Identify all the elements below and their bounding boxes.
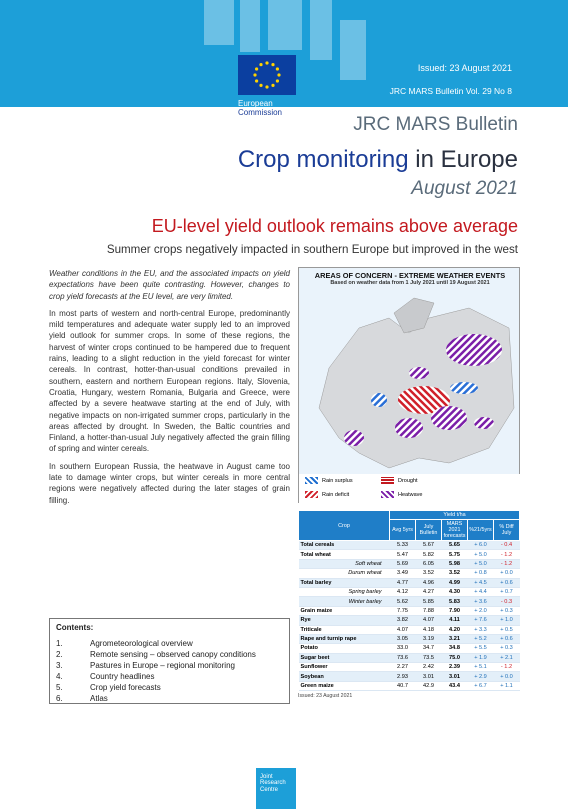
cell-crop: Sugar beet	[299, 653, 390, 662]
cell-crop: Rye	[299, 616, 390, 625]
cell-mars: 3.01	[442, 672, 468, 681]
map-title: AREAS OF CONCERN - EXTREME WEATHER EVENTS	[314, 271, 506, 280]
cell-avg: 3.05	[390, 634, 416, 643]
map-subtitle: Based on weather data from 1 July 2021 until 19 August 2021	[330, 280, 490, 286]
legend-swatch	[305, 491, 318, 498]
col-header-avg: Avg 5yrs	[390, 520, 416, 541]
cell-crop: Winter barley	[299, 597, 390, 606]
cell-avg: 3.49	[390, 569, 416, 578]
main-title	[238, 146, 518, 174]
cell-avg: 5.62	[390, 597, 416, 606]
cell-diffjuly: + 0.3	[494, 606, 520, 615]
cell-avg: 5.33	[390, 541, 416, 550]
contents-item[interactable]	[56, 693, 283, 704]
contents-item[interactable]	[56, 671, 283, 682]
cell-avg: 4.12	[390, 587, 416, 596]
cell-mars: 5.83	[442, 597, 468, 606]
building-graphic	[310, 0, 332, 60]
cell-diff5: + 0.8	[468, 569, 494, 578]
cell-diffjuly: + 0.5	[494, 625, 520, 634]
contents-item[interactable]	[56, 682, 283, 693]
yield-forecast-table	[298, 510, 520, 691]
legend-swatch	[381, 477, 394, 484]
cell-diffjuly: + 1.1	[494, 681, 520, 690]
legend-label: Rain surplus	[322, 477, 353, 484]
subheadline: Summer crops negatively impacted in southern Europe but improved in the west	[106, 243, 518, 256]
cell-avg: 4.07	[390, 625, 416, 634]
org-line-1: European	[238, 99, 273, 107]
contents-box	[49, 618, 290, 704]
cell-diff5: + 2.0	[468, 606, 494, 615]
building-graphic	[204, 0, 234, 45]
table-issued-note: Issued: 23 August 2021	[298, 693, 353, 700]
table-row	[299, 653, 520, 662]
jrc-line-3: Centre	[260, 786, 279, 793]
building-graphic	[240, 0, 260, 52]
cell-avg: 3.82	[390, 616, 416, 625]
contents-title: Contents:	[56, 623, 94, 632]
cell-diff5: + 4.4	[468, 587, 494, 596]
contents-item-number: 5.	[56, 683, 63, 692]
cell-diff5: + 2.9	[468, 672, 494, 681]
cell-mars: 4.99	[442, 578, 468, 587]
main-title-dark: in Europe	[408, 146, 518, 173]
contents-item-label: Pastures in Europe – regional monitoring	[90, 661, 235, 670]
legend-item	[381, 477, 418, 484]
contents-item-number: 4.	[56, 672, 63, 681]
cell-avg: 2.27	[390, 663, 416, 672]
yield-table-container	[298, 510, 520, 699]
body-text	[49, 268, 290, 512]
areas-of-concern-map	[298, 267, 520, 503]
cell-july: 2.42	[416, 663, 442, 672]
bulletin-reference: JRC MARS Bulletin Vol. 29 No 8	[389, 86, 512, 96]
cell-diffjuly: - 1.2	[494, 559, 520, 568]
cell-crop: Triticale	[299, 625, 390, 634]
cell-crop: Total wheat	[299, 550, 390, 559]
cell-diffjuly: - 0.3	[494, 597, 520, 606]
issue-month: August 2021	[411, 178, 518, 199]
col-header-crop: Crop	[299, 511, 390, 541]
cell-diff5: + 7.6	[468, 616, 494, 625]
heatwave-area	[474, 417, 494, 429]
cell-mars: 4.11	[442, 616, 468, 625]
heatwave-area	[409, 367, 429, 379]
cell-crop: Total barley	[299, 578, 390, 587]
contents-item-label: Crop yield forecasts	[90, 683, 161, 692]
cell-july: 73.5	[416, 653, 442, 662]
cell-july: 42.9	[416, 681, 442, 690]
contents-item-label: Remote sensing – observed canopy conditions	[90, 650, 256, 659]
contents-item-number: 2.	[56, 650, 63, 659]
cell-diff5: + 4.5	[468, 578, 494, 587]
cell-diffjuly: + 0.0	[494, 672, 520, 681]
europe-map-graphic	[299, 288, 521, 478]
issue-date: Issued: 23 August 2021	[417, 63, 512, 73]
rain-surplus-area	[450, 382, 478, 394]
header-banner	[0, 0, 568, 107]
jrc-line-1: Joint	[260, 774, 273, 780]
col-header-july: July Bulletin	[416, 520, 442, 541]
contents-item-number: 1.	[56, 639, 63, 648]
cell-mars: 7.90	[442, 606, 468, 615]
org-line-2: Commission	[238, 108, 283, 117]
cell-mars: 4.20	[442, 625, 468, 634]
cell-avg: 2.93	[390, 672, 416, 681]
cell-july: 3.01	[416, 672, 442, 681]
legend-label: Rain deficit	[322, 491, 350, 498]
contents-item-label: Agrometeorological overview	[90, 639, 193, 648]
cell-mars: 2.39	[442, 663, 468, 672]
cell-july: 3.52	[416, 569, 442, 578]
contents-item[interactable]	[56, 638, 283, 649]
table-row	[299, 597, 520, 606]
cell-july: 3.19	[416, 634, 442, 643]
cell-mars: 75.0	[442, 653, 468, 662]
table-row	[299, 625, 520, 634]
cell-mars: 5.98	[442, 559, 468, 568]
organisation-label	[238, 99, 273, 107]
map-legend	[299, 474, 521, 504]
legend-item	[305, 477, 353, 484]
cell-diffjuly: + 0.6	[494, 634, 520, 643]
cell-diffjuly: + 1.0	[494, 616, 520, 625]
cell-avg: 7.75	[390, 606, 416, 615]
cell-crop: Sunflower	[299, 663, 390, 672]
table-row	[299, 541, 520, 550]
cell-mars: 43.4	[442, 681, 468, 690]
yield-table-body	[299, 541, 520, 691]
table-row	[299, 587, 520, 596]
cell-crop: Grain maize	[299, 606, 390, 615]
cell-crop: Total cereals	[299, 541, 390, 550]
cell-crop: Soybean	[299, 672, 390, 681]
cell-mars: 5.75	[442, 550, 468, 559]
cell-crop: Soft wheat	[299, 559, 390, 568]
cell-diff5: + 3.3	[468, 625, 494, 634]
cell-july: 34.7	[416, 644, 442, 653]
heatwave-area	[446, 334, 502, 366]
cell-diffjuly: + 0.6	[494, 578, 520, 587]
cell-diffjuly: - 1.2	[494, 550, 520, 559]
col-header-diff5: %21/5yrs	[468, 520, 494, 541]
table-row	[299, 550, 520, 559]
cell-mars: 4.30	[442, 587, 468, 596]
cell-mars: 3.21	[442, 634, 468, 643]
table-row	[299, 606, 520, 615]
units-header: Yield t/ha	[390, 511, 520, 520]
building-graphic	[268, 0, 302, 50]
building-graphic	[340, 20, 366, 80]
cell-july: 6.05	[416, 559, 442, 568]
rain-surplus-area	[371, 393, 387, 407]
jrc-logo	[256, 768, 296, 809]
cell-crop: Green maize	[299, 681, 390, 690]
cell-crop: Potato	[299, 644, 390, 653]
col-header-mars: MARS 2021 forecasts	[442, 520, 468, 541]
cell-july: 5.82	[416, 550, 442, 559]
cell-avg: 33.0	[390, 644, 416, 653]
cell-diff5: + 5.0	[468, 559, 494, 568]
cell-july: 4.18	[416, 625, 442, 634]
contents-item[interactable]	[56, 649, 283, 660]
table-row	[299, 559, 520, 568]
jrc-line-2: Research	[260, 780, 286, 787]
cell-diff5: + 6.7	[468, 681, 494, 690]
body-paragraph-2: In southern European Russia, the heatwave in August came too late to damage winter crops, but winter cereals in more central regions were negatively affected during the later stages of grain filling.	[49, 461, 290, 505]
cell-july: 4.07	[416, 616, 442, 625]
cell-mars: 34.8	[442, 644, 468, 653]
cell-avg: 5.47	[390, 550, 416, 559]
cell-mars: 3.52	[442, 569, 468, 578]
cell-diffjuly: + 2.1	[494, 653, 520, 662]
contents-item-label: Country headlines	[90, 672, 155, 681]
table-row	[299, 578, 520, 587]
cell-july: 4.27	[416, 587, 442, 596]
cell-diff5: + 3.6	[468, 597, 494, 606]
cell-diffjuly: - 0.4	[494, 541, 520, 550]
legend-item	[305, 491, 349, 498]
contents-item-number: 6.	[56, 694, 63, 703]
cell-avg: 5.69	[390, 559, 416, 568]
eu-flag-logo	[238, 55, 296, 95]
cell-diff5: + 5.0	[468, 550, 494, 559]
legend-swatch	[381, 491, 394, 498]
cell-avg: 40.7	[390, 681, 416, 690]
table-row	[299, 644, 520, 653]
cell-diffjuly: + 0.3	[494, 644, 520, 653]
col-header-diffjuly: % Diff July	[494, 520, 520, 541]
cell-diff5: + 6.0	[468, 541, 494, 550]
intro-paragraph: Weather conditions in the EU, and the associated impacts on yield expectations have been quite contrasting. However, changes to crop yield forecasts at the EU level, are very limited.	[49, 269, 290, 301]
table-row	[299, 616, 520, 625]
cell-diff5: + 5.1	[468, 663, 494, 672]
cell-july: 5.85	[416, 597, 442, 606]
cell-crop: Durum wheat	[299, 569, 390, 578]
contents-item-label: Atlas	[90, 694, 108, 703]
table-row	[299, 672, 520, 681]
legend-swatch	[305, 477, 318, 484]
cell-diffjuly: - 1.2	[494, 663, 520, 672]
cell-july: 4.96	[416, 578, 442, 587]
cell-crop: Spring barley	[299, 587, 390, 596]
table-row	[299, 634, 520, 643]
cell-crop: Rape and turnip rape	[299, 634, 390, 643]
body-paragraph-1: In most parts of western and north-central Europe, predominantly mild temperatures and adequate water supply led to an improved yield outlook for summer crops. In some of these regions, the harvest of winter crops continued to be hampered due to frequent rains, leading to a slight reduction in the yield forecast for winter cereals. In contrast, hotter-than-usual conditions prevailed in southern, eastern and northern European regions. Italy, Slovenia, Croatia, Hungary, western Romania, Bulgaria and Greece, were affected by a severe heatwave starting at the end of July, with negative impacts on non-irrigated summer crops, particularly in the areas affected by drought. In Sweden, the Baltic countries and Finland, a hotter-than-usual July negatively affected the grain filling of spring and winter cereals.	[49, 308, 290, 454]
headline: EU-level yield outlook remains above average	[151, 216, 518, 236]
cell-mars: 5.65	[442, 541, 468, 550]
table-row	[299, 681, 520, 690]
cell-july: 5.67	[416, 541, 442, 550]
cell-diffjuly: + 0.0	[494, 569, 520, 578]
bulletin-title: JRC MARS Bulletin	[353, 114, 518, 135]
contents-item-number: 3.	[56, 661, 63, 670]
contents-item[interactable]	[56, 660, 283, 671]
legend-label: Heatwave	[398, 491, 423, 498]
legend-item	[381, 491, 422, 498]
table-row	[299, 663, 520, 672]
heatwave-area	[395, 418, 423, 438]
cell-diffjuly: + 0.7	[494, 587, 520, 596]
legend-label: Drought	[398, 477, 418, 484]
cell-july: 7.88	[416, 606, 442, 615]
heatwave-area	[431, 406, 467, 430]
table-row	[299, 569, 520, 578]
cell-avg: 4.77	[390, 578, 416, 587]
main-title-blue: Crop monitoring	[237, 146, 409, 173]
cell-diff5: + 5.2	[468, 634, 494, 643]
cell-avg: 73.6	[390, 653, 416, 662]
cell-diff5: + 5.5	[468, 644, 494, 653]
cell-diff5: + 1.9	[468, 653, 494, 662]
heatwave-area	[344, 430, 364, 446]
